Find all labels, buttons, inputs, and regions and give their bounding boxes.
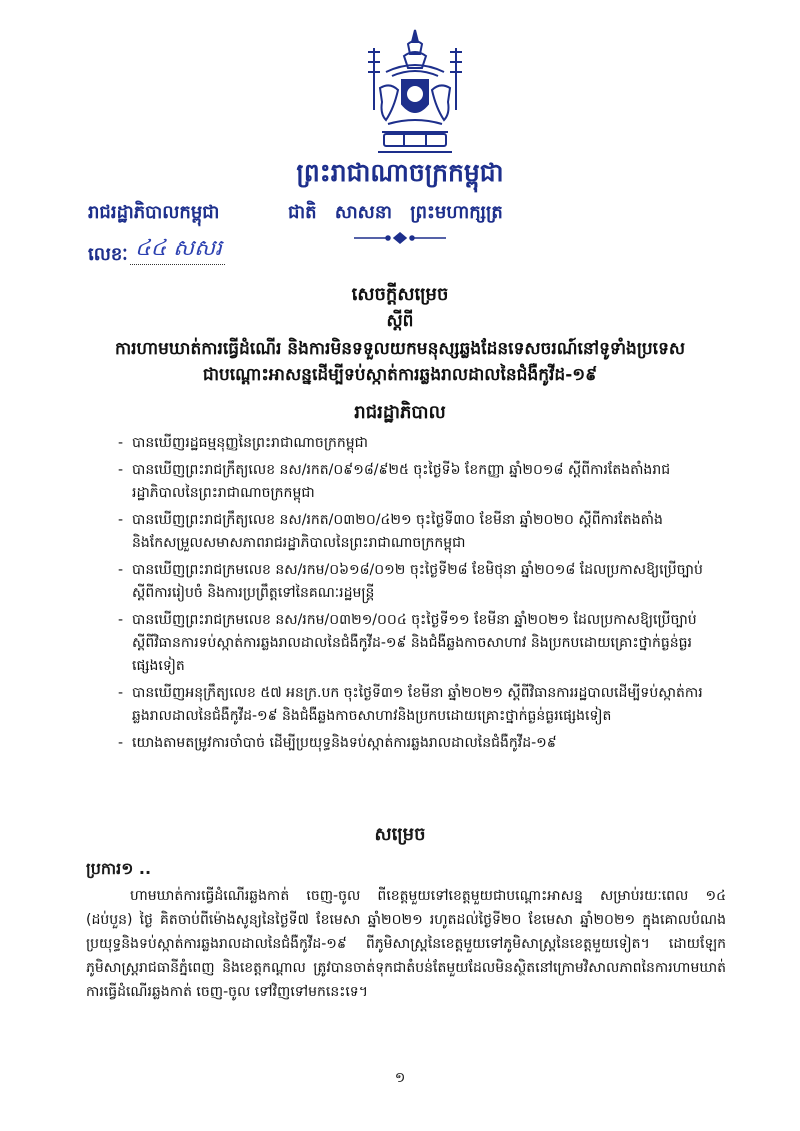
reference-underline bbox=[130, 264, 225, 265]
article-body: ហាមឃាត់ការធ្វើដំណើរឆ្លងកាត់ ចេញ-ចូល ពីខេត្តមួយទៅខេត្តមួយជាបណ្ដោះអាសន្ន សម្រាប់រយៈពេល ១៤ (ដប់បួន) ថ្ងៃ គិតចាប់ពីម៉ោងសូន្យនៃថ្ងៃទី៧ ខែមេសា ឆ្នាំ២០២១ រហូតដល់ថ្ងៃទី២០ ខែមេសា ឆ្នាំ២០២១ ក្នុងគោលបំណងប្រយុទ្ធនិងទប់ស្កាត់ការឆ្លងរាលដាលនៃជំងឺកូវីដ-១៩ ពីភូមិសាស្ត្រនៃខេត្តមួយទៅភូមិសាស្ត្រនៃខេត្តមួយទៀត។ ដោយឡែក ភូមិសាស្ត្ររាជធានីភ្នំពេញ និងខេត្តកណ្ដាល ត្រូវបានចាត់ទុកជាតំបន់តែមួយដែលមិនស្ថិតនៅក្រោមវិសាលភាពនៃការហាមឃាត់ការធ្វើដំណើរឆ្លងកាត់ ចេញ-ចូល ទៅវិញទៅមកនេះទេ។ bbox=[86, 888, 726, 1000]
ornament-divider-icon bbox=[352, 232, 448, 244]
article-label: ប្រការ១ .. bbox=[86, 859, 152, 878]
preamble-item: - យោងតាមតម្រូវការចាំបាច់ ដើម្បីប្រយុទ្ធនិងទប់ស្កាត់ការឆ្លងរាលដាលនៃជំងឺកូវីដ-១៩ bbox=[118, 732, 718, 755]
preamble-item: - បានឃើញព្រះរាជក្រឹត្យលេខ នស/រកត/០៣២០/៤២១ ចុះថ្ងៃទី៣០ ខែមីនា ឆ្នាំ២០២០ ស្ដីពីការតែងតាំង និងកែសម្រួលសមាសភាពរាជរដ្ឋាភិបាលនៃព្រះរាជាណាចក្រកម្ពុជា bbox=[118, 509, 718, 555]
preamble-item: - បានឃើញរដ្ឋធម្មនុញ្ញនៃព្រះរាជាណាចក្រកម្ពុជា bbox=[118, 432, 718, 455]
preamble-item: - បានឃើញព្រះរាជក្រមលេខ នស/រកម/០៣២១/០០៤ ចុះថ្ងៃទី១១ ខែមីនា ឆ្នាំ២០២១ ដែលប្រកាសឱ្យប្រើច្បាប់ស្ដីពីវិធានការទប់ស្កាត់ការឆ្លងរាលដាលនៃជំងឺកូវីដ-១៩ និងជំងឺឆ្លងកាចសាហាវ និងប្រកបដោយគ្រោះថ្នាក់ធ្ងន់ធ្ងរផ្សេងទៀត bbox=[118, 609, 718, 678]
decision-heading: សម្រេច bbox=[374, 824, 426, 845]
preamble-item: - បានឃើញព្រះរាជក្រឹត្យលេខ នស/រកត/០៩១៨/៩២៥ ចុះថ្ងៃទី៦ ខែកញ្ញា ឆ្នាំ២០១៨ ស្ដីពីការតែងតាំងរាជរដ្ឋាភិបាលនៃព្រះរាជាណាចក្រកម្ពុជា bbox=[118, 459, 718, 505]
national-motto: ជាតិ សាសនា ព្រះមហាក្សត្រ bbox=[288, 202, 503, 223]
preamble-list bbox=[118, 432, 718, 759]
page-number: ១ bbox=[394, 1070, 406, 1086]
reference-label: លេខៈ bbox=[88, 244, 128, 265]
document-subject-line-1: ការហាមឃាត់ការធ្វើដំណើរ និងការមិនទទួលយកមនុស្សឆ្លងដែនទេសចរណ៍នៅទូទាំងប្រទេស bbox=[114, 339, 686, 359]
preamble-item: - បានឃើញអនុក្រឹត្យលេខ ៥៧ អនក្រ.បក ចុះថ្ងៃទី៣១ ខែមីនា ឆ្នាំ២០២១ ស្ដីពីវិធានការរដ្ឋបាលដើម្បីទប់ស្កាត់ការឆ្លងរាលដាលនៃជំងឺកូវីដ-១៩ និងជំងឺឆ្លងកាចសាហាវនិងប្រកបដោយគ្រោះថ្នាក់ធ្ងន់ធ្ងរផ្សេងទៀត bbox=[118, 682, 718, 728]
preamble-item: - បានឃើញព្រះរាជក្រមលេខ នស/រកម/០៦១៨/០១២ ចុះថ្ងៃទី២៨ ខែមិថុនា ឆ្នាំ២០១៨ ដែលប្រកាសឱ្យប្រើច្បាប់ស្ដីពីការរៀបចំ និងការប្រព្រឹត្តទៅនៃគណៈរដ្ឋមន្ត្រី bbox=[118, 559, 718, 605]
document-subject-line-2: ជាបណ្ដោះអាសន្នដើម្បីទប់ស្កាត់ការឆ្លងរាលដាលនៃជំងឺកូវីដ-១៩ bbox=[202, 365, 598, 385]
issuer: រាជរដ្ឋាភិបាល bbox=[354, 402, 446, 423]
government-label: រាជរដ្ឋាភិបាលកម្ពុជា bbox=[88, 202, 220, 223]
kingdom-name: ព្រះរាជាណាចក្រកម្ពុជា bbox=[296, 158, 504, 187]
document-type: សេចក្ដីសម្រេច bbox=[351, 284, 449, 305]
reference-number: ៤៤ សសរ bbox=[135, 236, 223, 261]
royal-coat-of-arms-icon bbox=[362, 28, 468, 156]
document-about: ស្ដីពី bbox=[386, 311, 414, 331]
